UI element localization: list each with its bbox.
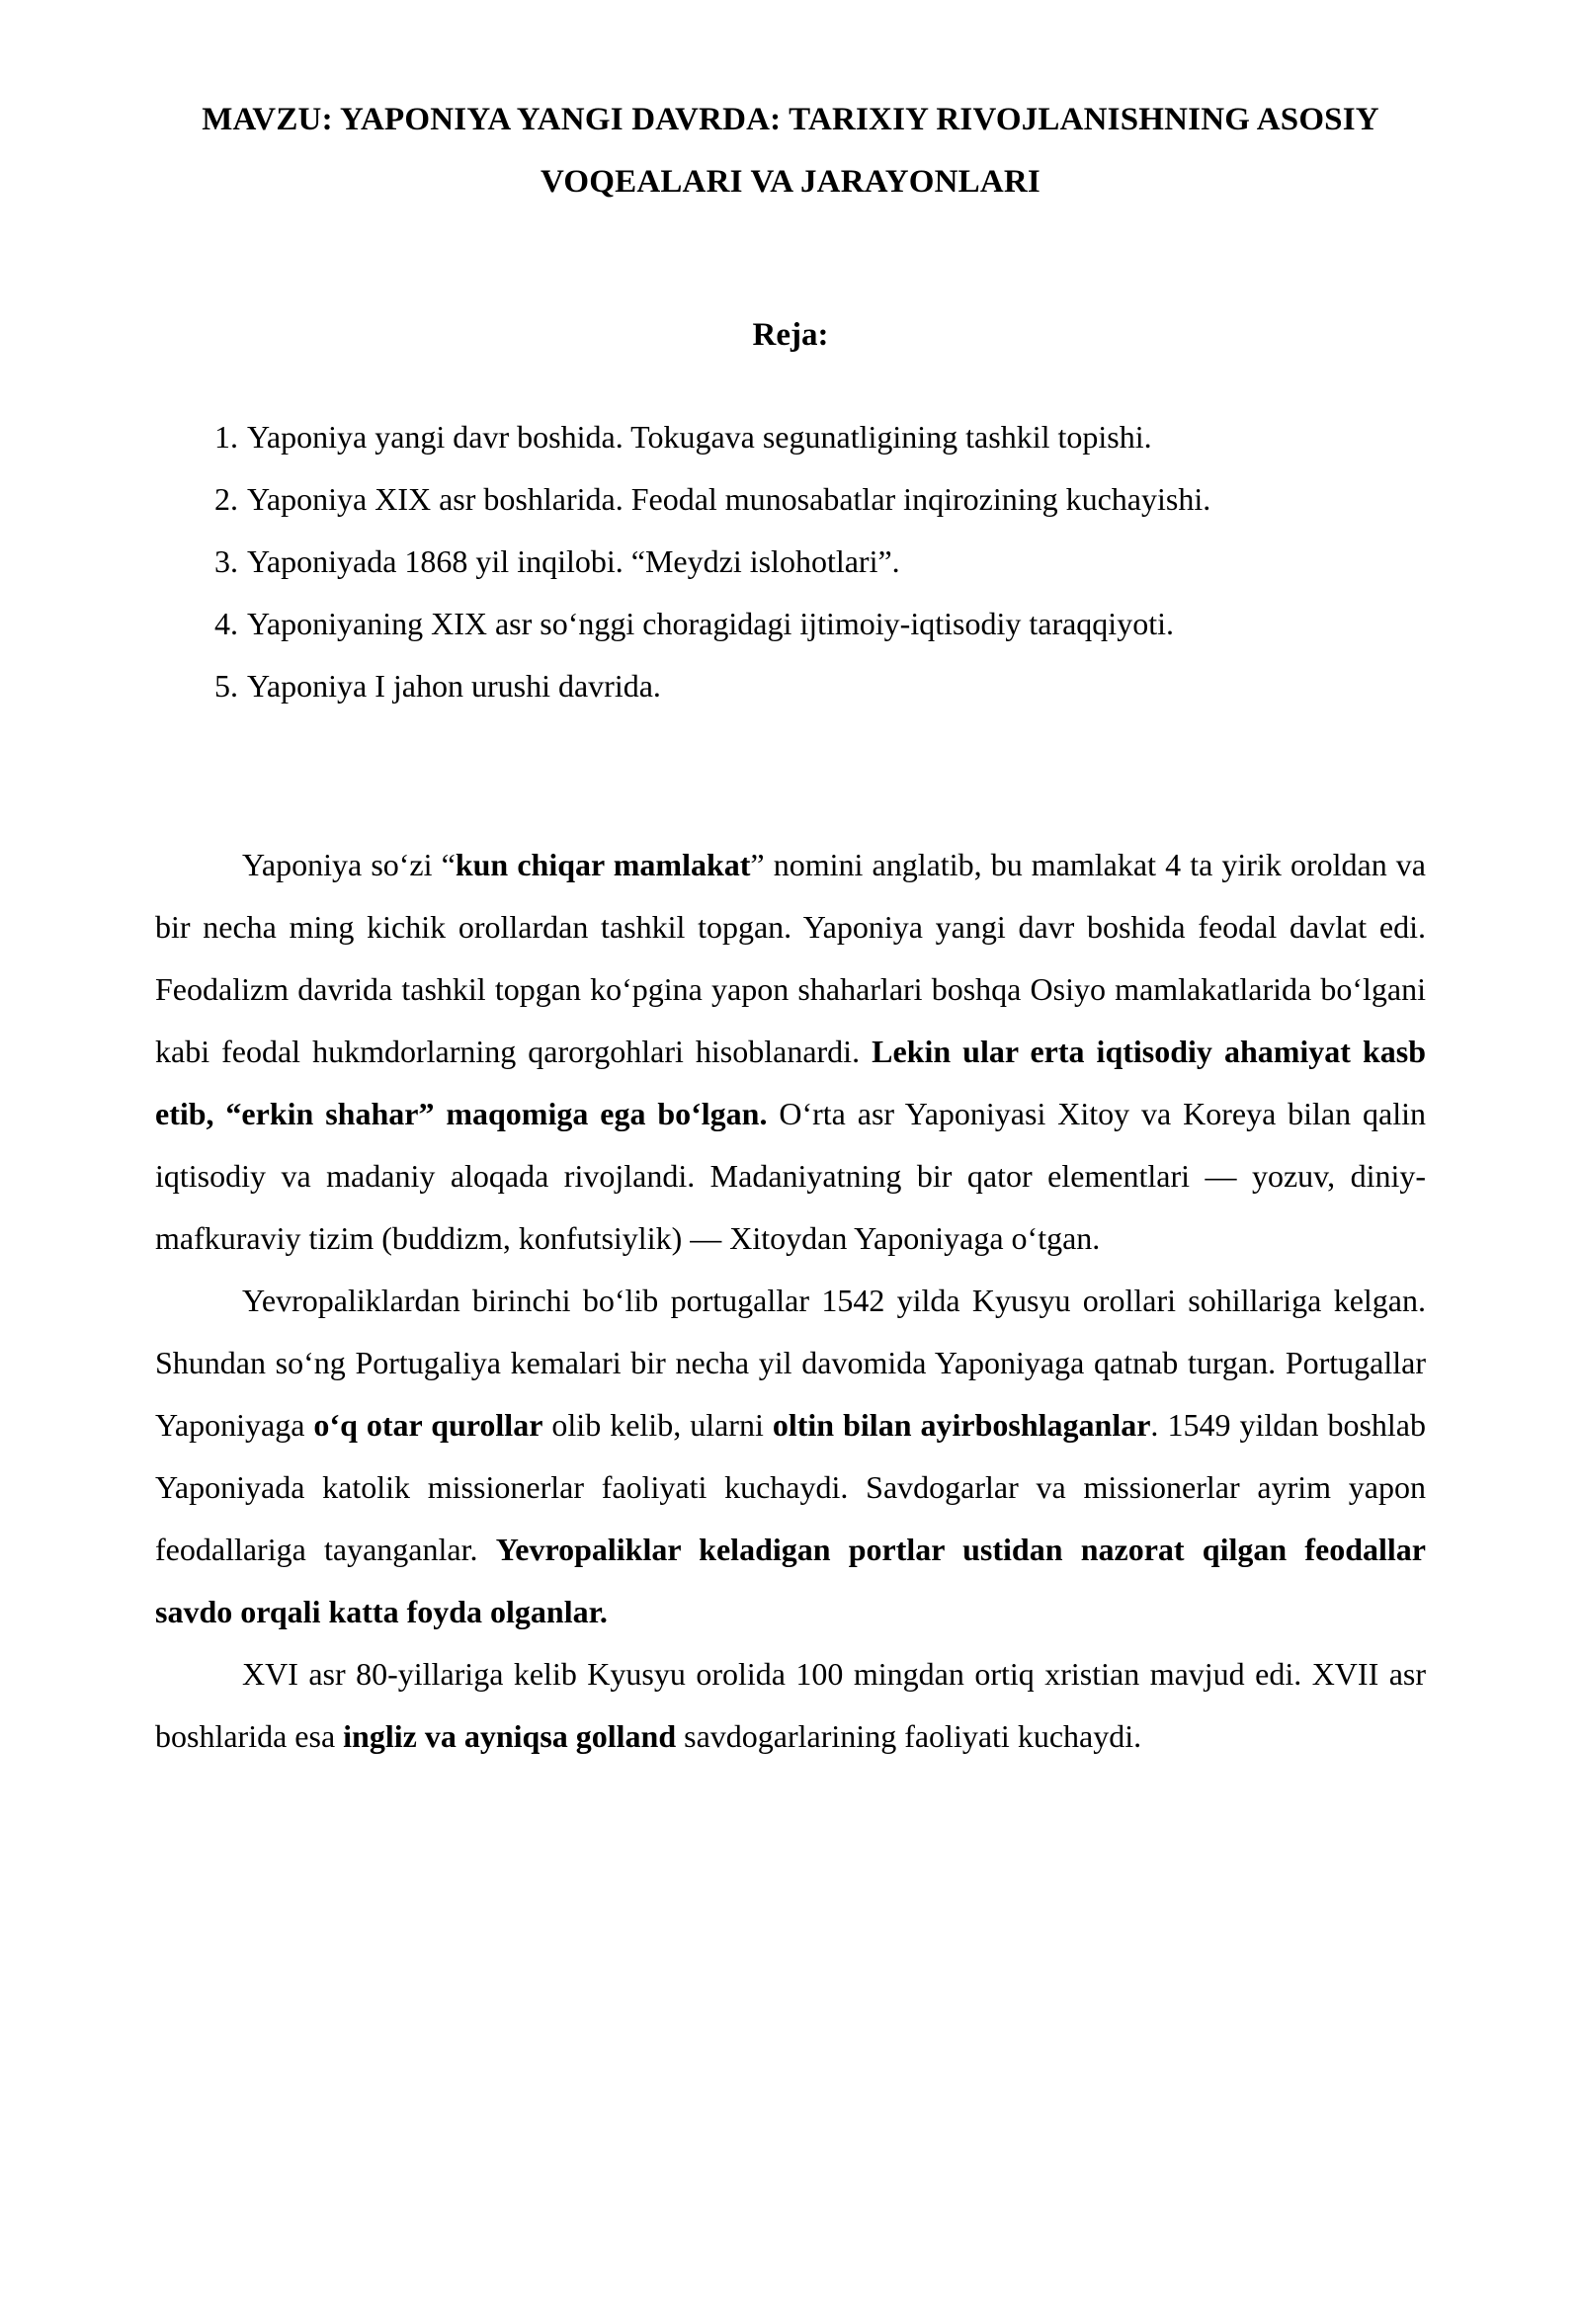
outline-heading: Reja: [752, 317, 829, 353]
outline-list [155, 406, 1426, 717]
paragraph-japan-intro [155, 834, 1426, 1270]
bold-text-run: o‘q otar qurollar [313, 1407, 543, 1443]
bold-text-run: ingliz va ayniqsa golland [343, 1718, 677, 1754]
paragraph-portuguese-arrival [155, 1270, 1426, 1643]
outline-item: Yaponiyada 1868 yil inqilobi. “Meydzi islohotlari”. [247, 543, 900, 579]
bold-text-run: Lekin ular erta iqtisodiy ahamiyat kasb etib, “erkin shahar” maqomiga ega bo‘lgan. [155, 1034, 1427, 1131]
outline-item: Yaponiya yangi davr boshida. Tokugava segunatligining tashkil topishi. [247, 419, 1152, 455]
outline-item: Yaponiyaning XIX asr so‘nggi choragidagi ijtimoiy-iqtisodiy taraqqiyoti. [247, 606, 1174, 641]
paragraph-christians-merchants [155, 1643, 1426, 1768]
text-run: . 1549 yildan boshlab Yaponiyada katolik missionerlar faoliyati kuchaydi. Savdogarlar va missionerlar ayrim yapon feodallariga tayanganlar. [155, 1407, 1426, 1567]
document-page [0, 89, 1581, 2324]
outline-item: Yaponiya I jahon urushi davrida. [247, 668, 661, 704]
bold-text-run: kun chiqar mamlakat [455, 847, 751, 882]
text-run: savdogarlarining faoliyati kuchaydi. [676, 1718, 1142, 1754]
text-run: O‘rta asr Yaponiyasi Xitoy va Koreya bilan qalin iqtisodiy va madaniy aloqada rivojlandi. Madaniyatning bir qator elementlari — yozuv, diniy-mafkuraviy tizim (buddizm, konfutsiylik) — Xitoydan Yaponiyaga o‘tgan. [155, 1096, 1427, 1256]
document-body [155, 834, 1426, 1768]
document-title: MAVZU: YAPONIYA YANGI DAVRDA: TARIXIY RIVOJLANISHNING ASOSIY VOQEALARI VA JARAYONLARI [202, 102, 1379, 200]
outline-item: Yaponiya XIX asr boshlarida. Feodal munosabatlar inqirozining kuchayishi. [247, 481, 1211, 517]
text-run: Yaponiya so‘zi “ [242, 847, 456, 882]
text-run: Yevropaliklardan birinchi bo‘lib portugallar 1542 yilda Kyusyu orollari sohillariga kelgan. Shundan so‘ng Portugaliya kemalari bir necha yil davomida Yaponiyaga qatnab turgan. Portugallar Yaponiyaga [155, 1283, 1426, 1443]
bold-text-run: oltin bilan ayirboshlaganlar [772, 1407, 1151, 1443]
text-run: XVI asr 80-yillariga kelib Kyusyu orolida 100 mingdan ortiq xristian mavjud edi. XVII asr boshlarida esa [155, 1656, 1426, 1754]
bold-text-run: Yevropaliklar keladigan portlar ustidan nazorat qilgan feodallar savdo orqali katta foyda olganlar. [155, 1532, 1426, 1629]
text-run: olib kelib, ularni [542, 1407, 773, 1443]
text-run: ” nomini anglatib, bu mamlakat 4 ta yirik oroldan va bir necha ming kichik orollardan tashkil topgan. Yaponiya yangi davr boshida feodal davlat edi. Feodalizm davrida tashkil topgan ko‘pgina yapon shaharlari boshqa Osiyo mamlakatlarida bo‘lgani kabi feodal hukmdorlarning qarorgohlari hisoblanardi. [155, 847, 1426, 1069]
